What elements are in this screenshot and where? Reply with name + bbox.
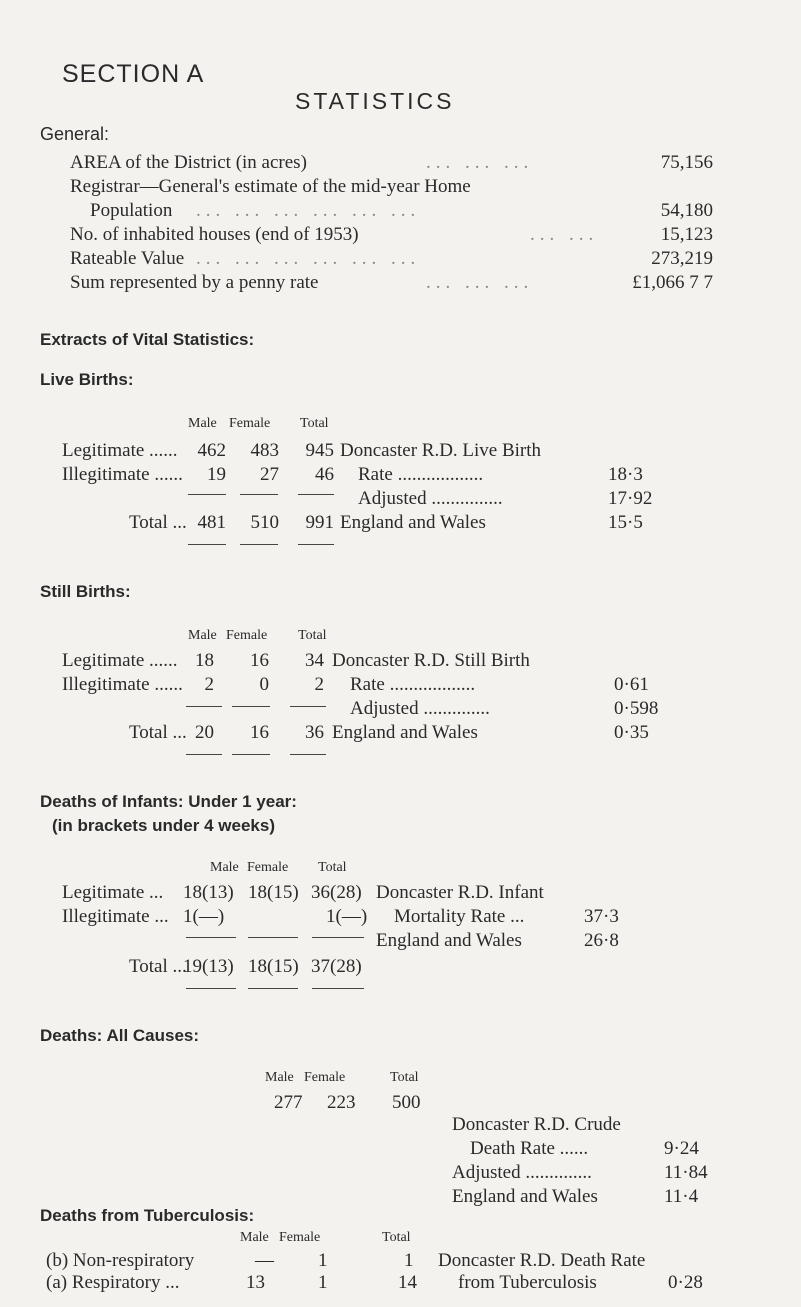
lb-male-illegit: 19 bbox=[207, 464, 226, 485]
sb-rule2-female bbox=[232, 754, 270, 755]
id-rule-male bbox=[186, 937, 236, 938]
lb-total-legit: 945 bbox=[305, 440, 334, 461]
lb-male-total: 481 bbox=[197, 512, 226, 533]
lb-col-male: Male bbox=[188, 416, 217, 431]
tb-note-1: from Tuberculosis bbox=[458, 1272, 597, 1293]
id-note-2: England and Wales bbox=[376, 930, 522, 951]
ac-col-male: Male bbox=[265, 1070, 294, 1085]
id-note-2-value: 26·8 bbox=[584, 930, 619, 951]
sb-total-total: 36 bbox=[305, 722, 324, 743]
tb-female-nonresp: 1 bbox=[318, 1250, 328, 1271]
infant-heading-2: (in brackets under 4 weeks) bbox=[52, 816, 275, 835]
tb-note-1-value: 0·28 bbox=[668, 1272, 703, 1293]
sb-col-female: Female bbox=[226, 628, 268, 643]
lb-rule-male bbox=[188, 494, 226, 495]
sb-total-illegit: 2 bbox=[314, 674, 324, 695]
id-total-legit: 36(28) bbox=[311, 882, 362, 903]
sb-col-total: Total bbox=[298, 628, 327, 643]
sb-note-3: England and Wales bbox=[332, 722, 478, 743]
lb-label-legit: Legitimate ...... bbox=[62, 440, 178, 461]
ac-note-2: Adjusted .............. bbox=[452, 1162, 592, 1183]
id-rule2-total bbox=[312, 988, 364, 989]
lb-female-illegit: 27 bbox=[260, 464, 279, 485]
tb-label-nonresp-row: (b) Non-respiratory bbox=[46, 1250, 195, 1271]
lb-female-total: 510 bbox=[250, 512, 279, 533]
sb-note-0: Doncaster R.D. Still Birth bbox=[332, 650, 530, 671]
tb-male-resp: 13 bbox=[246, 1272, 265, 1293]
all-causes-heading: Deaths: All Causes: bbox=[40, 1026, 200, 1045]
general-label-area: AREA of the District (in acres) bbox=[70, 152, 307, 173]
ac-note-3-value: 11·4 bbox=[664, 1186, 699, 1207]
lb-note-2-value: 17·92 bbox=[608, 488, 653, 509]
tb-note-0: Doncaster R.D. Death Rate bbox=[438, 1250, 646, 1271]
ac-total-value: 500 bbox=[392, 1092, 421, 1113]
sb-female-illegit: 0 bbox=[259, 674, 269, 695]
id-rule2-female bbox=[248, 988, 298, 989]
sb-female-legit: 16 bbox=[250, 650, 269, 671]
tb-heading: Deaths from Tuberculosis: bbox=[40, 1206, 255, 1225]
tb-label-resp: (a) Respiratory ... bbox=[46, 1272, 180, 1293]
lb-rule-female bbox=[240, 494, 278, 495]
id-male-legit: 18(13) bbox=[183, 882, 234, 903]
id-note-1: Mortality Rate ... bbox=[394, 906, 525, 927]
ac-female-value: 223 bbox=[327, 1092, 356, 1113]
infant-heading-1: Deaths of Infants: Under 1 year: bbox=[40, 792, 297, 811]
sb-label-legit: Legitimate ...... bbox=[62, 650, 178, 671]
id-female-legit: 18(15) bbox=[248, 882, 299, 903]
id-rule-total bbox=[312, 937, 364, 938]
general-dots-houses: ... ... bbox=[530, 224, 599, 245]
sb-note-1-value: 0·61 bbox=[614, 674, 649, 695]
lb-female-legit: 483 bbox=[250, 440, 279, 461]
lb-rule-total bbox=[298, 494, 334, 495]
ac-note-1-value: 9·24 bbox=[664, 1138, 699, 1159]
lb-male-legit: 462 bbox=[197, 440, 226, 461]
lb-col-female: Female bbox=[229, 416, 271, 431]
sb-rule-male bbox=[186, 706, 222, 707]
id-label-legit: Legitimate ... bbox=[62, 882, 164, 903]
tb-total-nonresp: 1 bbox=[404, 1250, 414, 1271]
general-value-penny: £1,066 7 7 bbox=[632, 272, 713, 293]
tb-total-resp: 14 bbox=[398, 1272, 417, 1293]
lb-note-3: England and Wales bbox=[340, 512, 486, 533]
sb-rule-female bbox=[232, 706, 270, 707]
tb-col-female: Female bbox=[279, 1230, 321, 1245]
sb-rule2-male bbox=[186, 754, 222, 755]
sb-note-2-value: 0·598 bbox=[614, 698, 659, 719]
sb-note-1: Rate .................. bbox=[350, 674, 476, 695]
sb-rule2-total bbox=[290, 754, 326, 755]
general-dots-population: ... ... ... ... ... ... bbox=[196, 200, 421, 221]
sb-male-total: 20 bbox=[195, 722, 214, 743]
lb-rule2-female bbox=[240, 544, 278, 545]
ac-note-3: England and Wales bbox=[452, 1186, 598, 1207]
general-heading: General: bbox=[40, 124, 110, 144]
tb-male-nonresp: — bbox=[255, 1250, 274, 1271]
general-label-penny: Sum represented by a penny rate bbox=[70, 272, 319, 293]
general-dots-penny: ... ... ... bbox=[426, 272, 534, 293]
sb-note-3-value: 0·35 bbox=[614, 722, 649, 743]
sb-total-legit: 34 bbox=[305, 650, 324, 671]
lb-col-total: Total bbox=[300, 416, 329, 431]
id-label-total: Total ... bbox=[129, 956, 187, 977]
general-value-houses: 15,123 bbox=[660, 224, 713, 245]
sb-male-legit: 18 bbox=[195, 650, 214, 671]
lb-note-2: Adjusted ............... bbox=[358, 488, 503, 509]
ac-note-0: Doncaster R.D. Crude bbox=[452, 1114, 621, 1135]
general-label-registrar: Registrar—General's estimate of the mid-year Home bbox=[70, 176, 471, 197]
general-value-area: 75,156 bbox=[660, 152, 713, 173]
still-births-heading: Still Births: bbox=[40, 582, 131, 601]
live-births-heading: Live Births: bbox=[40, 370, 134, 389]
lb-note-1-value: 18·3 bbox=[608, 464, 643, 485]
id-rule-female bbox=[248, 937, 298, 938]
section-label: SECTION A bbox=[62, 60, 205, 88]
sb-rule-total bbox=[290, 706, 326, 707]
general-value-population: 54,180 bbox=[660, 200, 713, 221]
ac-note-1: Death Rate ...... bbox=[470, 1138, 589, 1159]
ac-col-total: Total bbox=[390, 1070, 419, 1085]
sb-label-total: Total ... bbox=[129, 722, 187, 743]
sb-female-total: 16 bbox=[250, 722, 269, 743]
lb-rule2-total bbox=[298, 544, 334, 545]
id-col-total: Total bbox=[318, 860, 347, 875]
tb-col-male: Male bbox=[240, 1230, 269, 1245]
lb-total-illegit: 46 bbox=[315, 464, 334, 485]
lb-label-illegit: Illegitimate ...... bbox=[62, 464, 183, 485]
id-note-0: Doncaster R.D. Infant bbox=[376, 882, 544, 903]
id-label-illegit: Illegitimate ... bbox=[62, 906, 169, 927]
id-male-total: 19(13) bbox=[183, 956, 234, 977]
sb-col-male: Male bbox=[188, 628, 217, 643]
id-total-total: 37(28) bbox=[311, 956, 362, 977]
ac-male-value: 277 bbox=[274, 1092, 303, 1113]
id-rule2-male bbox=[186, 988, 236, 989]
tb-col-total: Total bbox=[382, 1230, 411, 1245]
general-label-rateable: Rateable Value bbox=[70, 248, 185, 269]
id-female-total: 18(15) bbox=[248, 956, 299, 977]
id-total-illegit: 1(—) bbox=[326, 906, 368, 927]
ac-col-female: Female bbox=[304, 1070, 346, 1085]
ac-note-2-value: 11·84 bbox=[664, 1162, 708, 1183]
lb-note-0: Doncaster R.D. Live Birth bbox=[340, 440, 542, 461]
id-male-illegit: 1(—) bbox=[183, 906, 225, 927]
page-title: STATISTICS bbox=[295, 88, 455, 114]
general-dots-area: ... ... ... bbox=[426, 152, 534, 173]
sb-note-2: Adjusted .............. bbox=[350, 698, 490, 719]
id-note-1-value: 37·3 bbox=[584, 906, 619, 927]
general-value-rateable: 273,219 bbox=[651, 248, 713, 269]
lb-rule2-male bbox=[188, 544, 226, 545]
lb-note-1: Rate .................. bbox=[358, 464, 484, 485]
sb-male-illegit: 2 bbox=[204, 674, 214, 695]
extracts-heading: Extracts of Vital Statistics: bbox=[40, 330, 255, 349]
general-label-houses: No. of inhabited houses (end of 1953) bbox=[70, 224, 359, 245]
lb-note-3-value: 15·5 bbox=[608, 512, 643, 533]
general-dots-rateable: ... ... ... ... ... ... bbox=[196, 248, 421, 269]
sb-label-illegit: Illegitimate ...... bbox=[62, 674, 183, 695]
id-col-male: Male bbox=[210, 860, 239, 875]
lb-label-total: Total ... bbox=[129, 512, 187, 533]
lb-total-total: 991 bbox=[305, 512, 334, 533]
tb-female-resp: 1 bbox=[318, 1272, 328, 1293]
general-label-population: Population bbox=[90, 200, 173, 221]
id-col-female: Female bbox=[247, 860, 289, 875]
